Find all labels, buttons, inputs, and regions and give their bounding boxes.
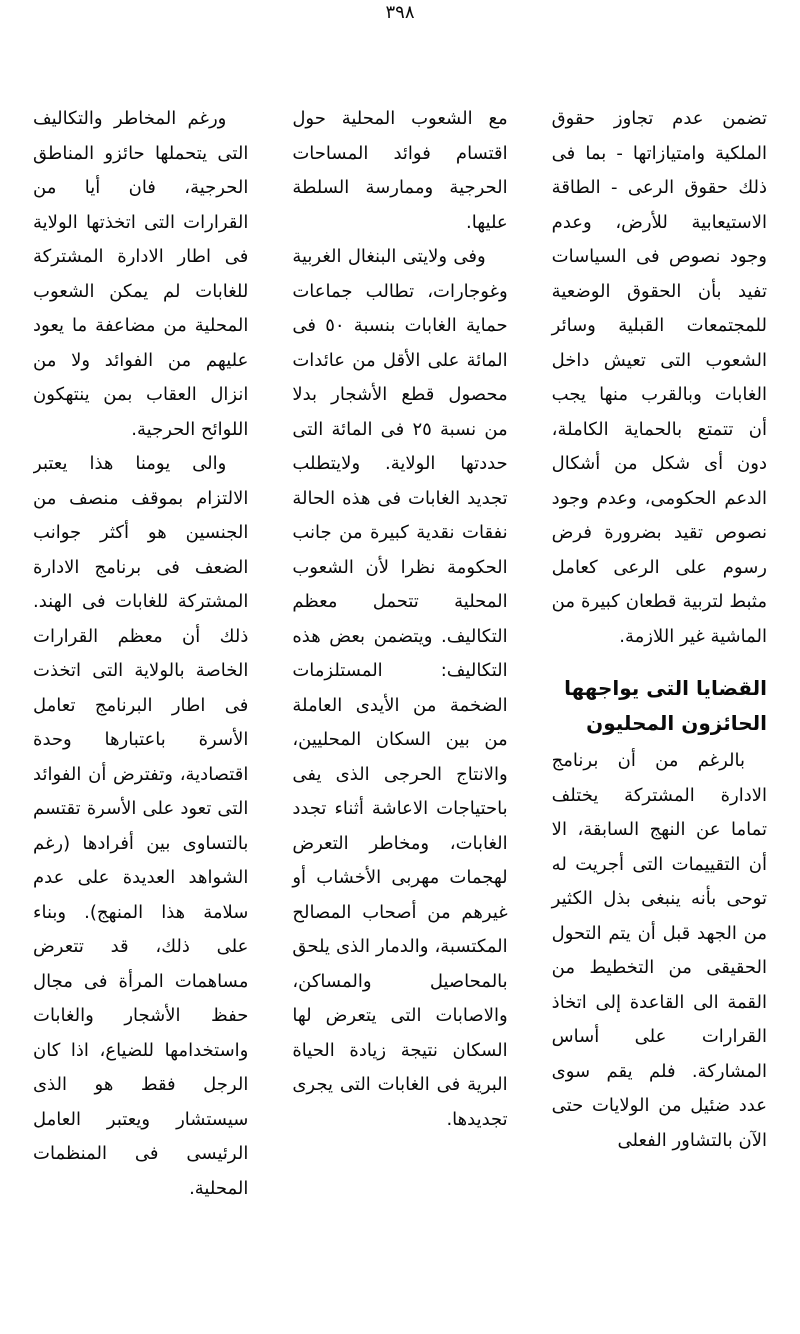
- paragraph: بالرغم من أن برنامج الادارة المشتركة يختلف تماما عن النهج السابقة، الا أن التقييمات التى أجريت له توحى بأنه ينبغى بذل الكثير من الجهد قبل أن يتم التحول الحقيقى من التخطيط من القمة الى القاعدة إلى اتخاذ القرارات على أساس المشاركة. فلم يقم سوى عدد ضئيل من الولايات حتى الآن بالتشاور الفعلى: [551, 750, 767, 1151]
- paragraph: ورغم المخاطر والتكاليف التى يتحملها حائزو المناطق الحرجية، فان أيا من القرارات التى اتخذتها الولاية فى اطار الادارة المشتركة للغابات لم يمكن الشعوب المحلية من مضاعفة ما يعود عليهم من الفوائد ولا من انزال العقاب بمن ينتهكون اللوائح الحرجية.: [33, 108, 249, 440]
- column-middle: [292, 102, 507, 1334]
- paragraph: والى يومنا هذا يعتبر الالتزام بموقف منصف من الجنسين هو أكثر جوانب الضعف فى برنامج الادارة المشتركة للغابات فى الهند. ذلك أن معظم القرارات الخاصة بالولاية التى اتخذت فى اطار البرنامج تعامل الأسرة باعتبارها وحدة اقتصادية، وتفترض أن الفوائد التى تعود على الأسرة تقتسم بالتساوى بين أفرادها (رغم الشواهد العديدة على عدم سلامة هذا المنهج). وبناء على ذلك، قد تتعرض مساهمات المرأة فى مجال حفظ الأشجار والغابات واستخدامها للضياع، اذا كان الرجل فقط هو الذى سيستشار ويعتبر العامل الرئيسى فى المنظمات المحلية.: [33, 453, 249, 1199]
- paragraph-continuation: مع الشعوب المحلية حول اقتسام فوائد المساحات الحرجية وممارسة السلطة عليها.: [292, 108, 508, 233]
- page-number: ٣٩٨: [385, 2, 415, 23]
- paragraph: وفى ولايتى البنغال الغربية وغوجارات، تطالب جماعات حماية الغابات بنسبة ٥٠ فى المائة على الأقل من عائدات محصول قطع الأشجار بدلا من نسبة ٢٥ فى المائة التى حددتها الولاية. ولايتطلب تجديد الغابات فى هذه الحالة نفقات نقدية كبيرة من جانب الحكومة نظرا لأن الشعوب المحلية تتحمل معظم التكاليف. ويتضمن بعض هذه التكاليف: المستلزمات الضخمة من الأيدى العاملة من بين السكان المحليين، والانتاج الحرجى الذى يفى باحتياجات الاعاشة أثناء تجدد الغابات، ومخاطر التعرض لهجمات مهربى الأخشاب أو غيرهم من أصحاب المصالح المكتسبة، والدمار الذى يلحق بالمحاصيل والمساكن، والاصابات التى يتعرض لها السكان نتيجة زيادة الحياة البرية فى الغابات التى يجرى تجديدها.: [292, 246, 508, 1130]
- column-right: [552, 102, 767, 1334]
- section-heading: القضايا التى يواجهها الحائزون المحليون: [564, 676, 767, 735]
- column-left: [33, 102, 248, 1334]
- paragraph-continuation: تضمن عدم تجاوز حقوق الملكية وامتيازاتها - بما فى ذلك حقوق الرعى - الطاقة الاستيعابية للأرض، وعدم وجود نصوص فى السياسات تفيد بأن الحقوق الوضعية للمجتمعات القبلية وسائر الشعوب التى تعيش داخل الغابات وبالقرب منها يجب أن تتمتع بالحماية الكاملة، دون أى شكل من أشكال الدعم الحكومى، وعدم وجود نصوص تقيد بضرورة فرض رسوم على الرعى كعامل مثبط لتربية قطعان كبيرة من الماشية غير اللازمة.: [551, 108, 767, 647]
- text-columns: [33, 102, 767, 1334]
